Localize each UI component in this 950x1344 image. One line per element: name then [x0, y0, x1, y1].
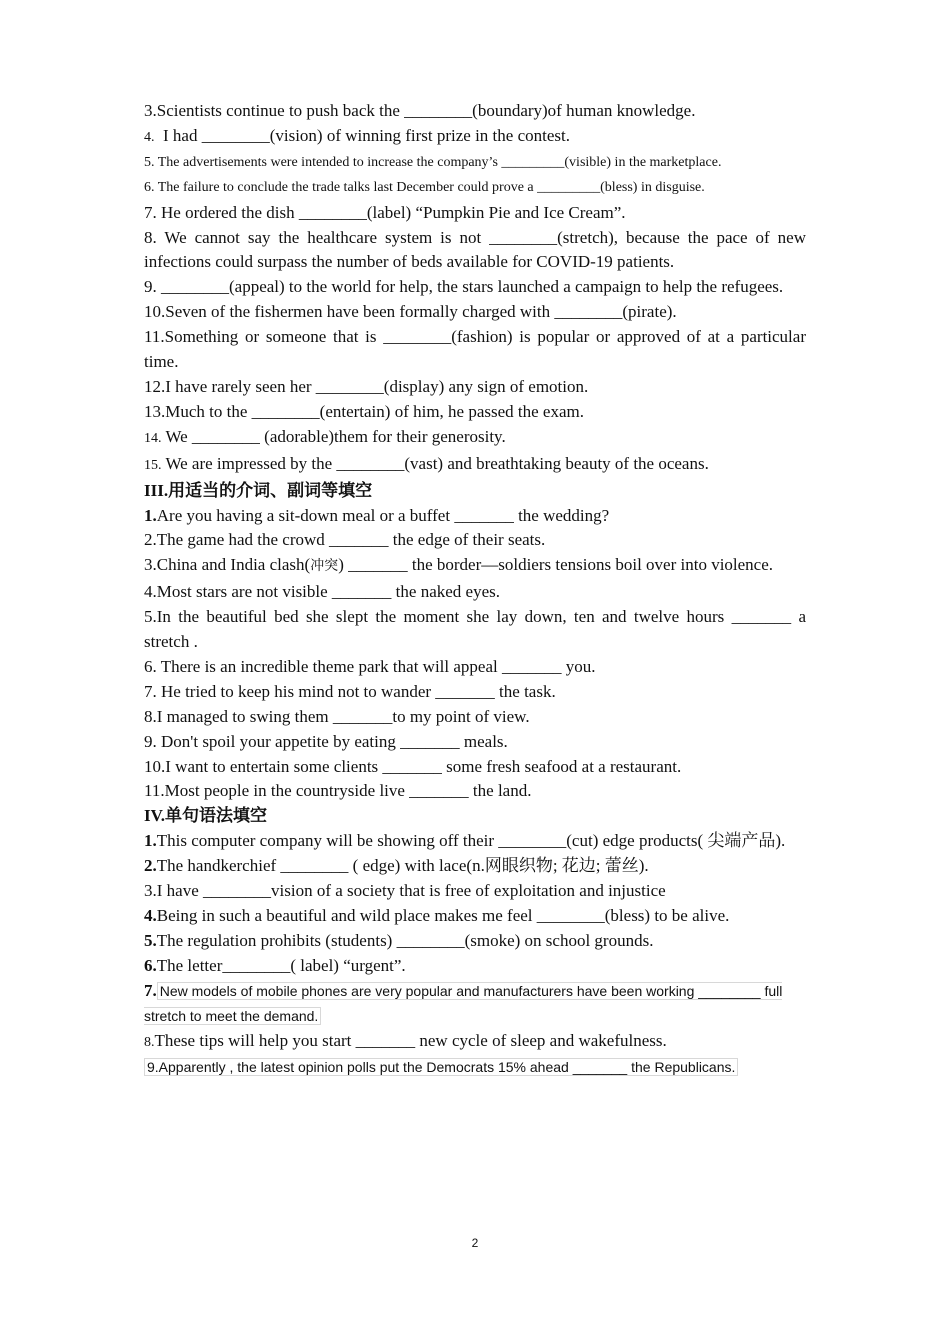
sec2-question-13: 13.Much to the ________(entertain) of him, he passed the exam.	[144, 401, 584, 421]
sec3-question-6: 6. There is an incredible theme park that will appeal _______ you.	[144, 656, 596, 676]
question-text: The regulation prohibits (students) ________(smoke) on school grounds.	[156, 930, 654, 950]
sec3-question-9: 9. Don't spoil your appetite by eating _______ meals.	[144, 731, 508, 751]
sec3-question-8: 8.I managed to swing them _______to my point of view.	[144, 706, 530, 726]
question-text: We ________ (adorable)them for their generosity.	[165, 426, 506, 446]
section-3-heading: III.用适当的介词、副词等填空	[144, 480, 373, 500]
sec2-question-14	[144, 425, 806, 452]
question-text: Being in such a beautiful and wild place makes me feel ________(bless) to be alive.	[156, 906, 730, 925]
question-text: I had ________(vision) of winning first prize in the contest.	[163, 125, 570, 145]
sec2-question-5: 5. The advertisements were intended to increase the company’s _________(visible) in the marketplace.	[144, 154, 722, 170]
sec3-question-4: 4.Most stars are not visible _______ the naked eyes.	[144, 582, 500, 602]
sec4-question-5	[144, 929, 806, 954]
sec4-question-8	[144, 1029, 806, 1056]
sec3-question-2: 2.The game had the crowd _______ the edge of their seats.	[144, 530, 546, 550]
sec4-question-7	[144, 979, 806, 1029]
sec4-question-3: 3.I have ________vision of a society that is free of exploitation and injustice	[144, 881, 666, 901]
sec3-question-1	[144, 504, 806, 529]
sec2-question-3: 3.Scientists continue to push back the ________(boundary)of human knowledge.	[144, 101, 696, 120]
sec4-question-1	[144, 829, 806, 854]
sec3-question-5: 5.In the beautiful bed she slept the moment she lay down, ten and twelve hours _______ a stretch .	[144, 607, 806, 652]
sec3-question-11: 11.Most people in the countryside live _______ the land.	[144, 781, 532, 801]
section-4-heading: IV.单句语法填空	[144, 806, 267, 826]
question-text-part: 3.China and India clash(	[144, 555, 311, 575]
question-number: 7.	[144, 980, 157, 1000]
question-text: Are you having a sit-down meal or a buffet _______ the wedding?	[156, 505, 610, 525]
sec2-question-8: 8. We cannot say the healthcare system is not ________(stretch), because the pace of new infections could surpass the number of beds available for COVID-19 patients.	[144, 227, 806, 272]
question-number: 1.	[144, 831, 157, 851]
sec4-question-2	[144, 854, 806, 879]
worksheet-content	[144, 99, 806, 1080]
sec2-question-15	[144, 452, 806, 479]
sec2-question-10: 10.Seven of the fishermen have been formally charged with ________(pirate).	[144, 302, 677, 322]
question-number: 8.	[144, 1034, 155, 1050]
question-number: 4.	[144, 906, 157, 925]
chinese-gloss: 冲突	[310, 559, 339, 575]
question-number: 1.	[144, 505, 157, 525]
question-text: The letter________( label) “urgent”.	[156, 955, 406, 975]
question-text: This computer company will be showing off their ________(cut) edge products( 尖端产品).	[156, 831, 786, 851]
sec2-question-12: 12.I have rarely seen her ________(display) any sign of emotion.	[144, 376, 589, 396]
sec2-question-6: 6. The failure to conclude the trade talks last December could prove a _________(bless) in disguise.	[144, 179, 705, 195]
question-text: These tips will help you start _______ new cycle of sleep and wakefulness.	[154, 1030, 667, 1050]
sec2-question-7: 7. He ordered the dish ________(label) “Pumpkin Pie and Ice Cream”.	[144, 202, 626, 222]
question-number: 6.	[144, 955, 157, 975]
sec3-question-10: 10.I want to entertain some clients _______ some fresh seafood at a restaurant.	[144, 756, 682, 776]
sec4-question-6	[144, 954, 806, 979]
question-text: The handkerchief ________ ( edge) with lace(n.网眼织物; 花边; 蕾丝).	[156, 856, 649, 876]
sec3-question-7: 7. He tried to keep his mind not to wander _______ the task.	[144, 681, 556, 701]
page-number: 2	[471, 1236, 479, 1250]
question-text-part: ) _______ the border—soldiers tensions boil over into violence.	[338, 555, 774, 575]
sec3-question-3	[144, 553, 806, 580]
sec2-question-11: 11.Something or someone that is ________(fashion) is popular or approved of at a particular time.	[144, 327, 806, 372]
sec2-question-9: 9. ________(appeal) to the world for help, the stars launched a campaign to help the refugees.	[144, 277, 784, 297]
question-number: 4.	[144, 129, 155, 145]
question-number: 5.	[144, 930, 157, 950]
sec4-question-9	[144, 1055, 806, 1080]
question-number: 2.	[144, 856, 157, 876]
sec2-question-4	[144, 124, 806, 151]
question-text: New models of mobile phones are very popular and manufacturers have been working ________ full stretch to meet the demand.	[144, 982, 783, 1024]
question-number: 15.	[144, 457, 162, 473]
question-number: 14.	[144, 430, 162, 446]
question-text: We are impressed by the ________(vast) and breathtaking beauty of the oceans.	[165, 453, 709, 473]
question-text: 9.Apparently , the latest opinion polls put the Democrats 15% ahead _______ the Republicans.	[144, 1058, 738, 1076]
sec4-question-4	[144, 904, 806, 929]
